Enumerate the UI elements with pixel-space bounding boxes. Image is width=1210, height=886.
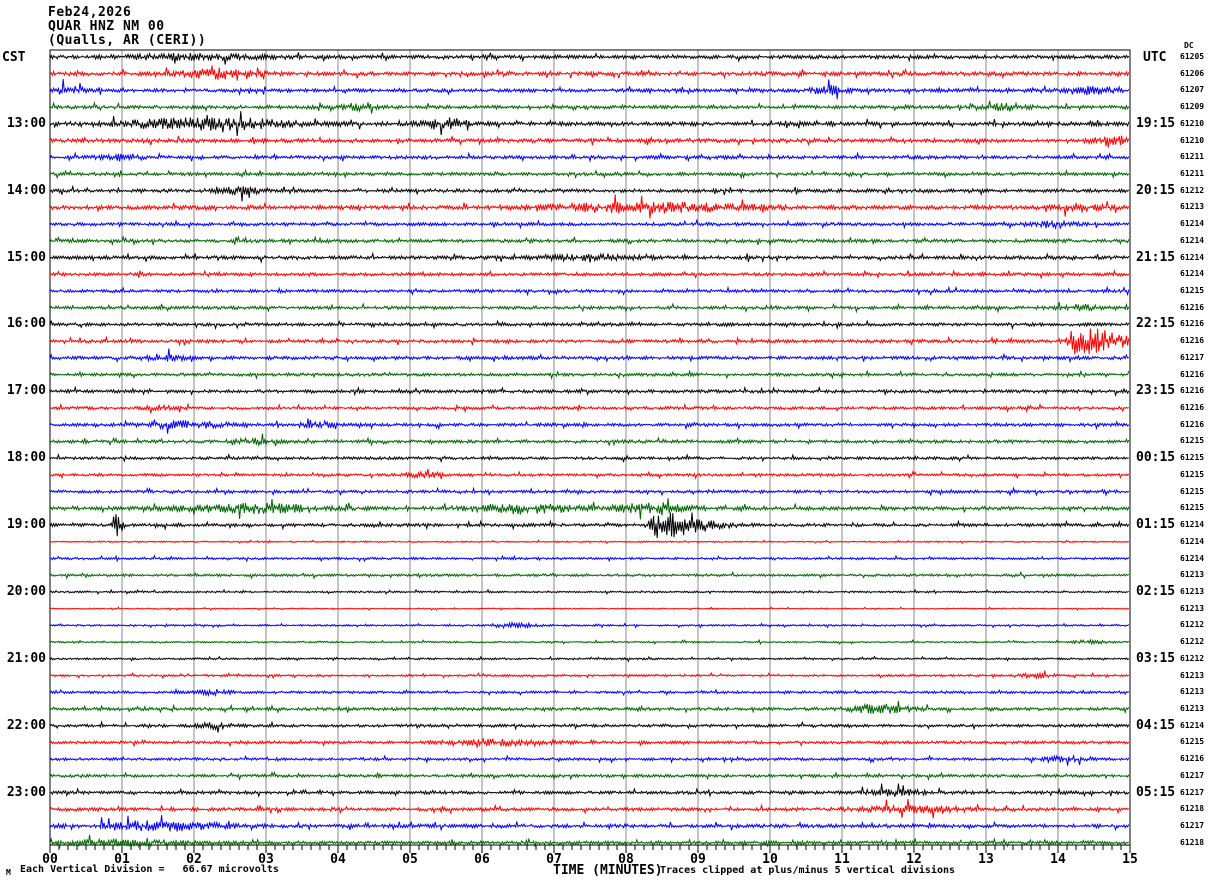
trace-line — [50, 170, 1129, 177]
dc-value: 61213 — [1180, 670, 1205, 680]
x-axis-title: TIME (MINUTES) — [553, 863, 663, 878]
trace-line — [50, 540, 1129, 543]
dc-value: 61211 — [1180, 169, 1205, 179]
dc-value: 61213 — [1180, 202, 1205, 212]
trace-line — [50, 739, 1129, 748]
dc-value: 61216 — [1180, 336, 1205, 346]
trace-line — [50, 66, 1129, 81]
dc-value: 61215 — [1180, 286, 1205, 296]
dc-value: 61209 — [1180, 102, 1205, 112]
trace-line — [50, 455, 1129, 462]
cst-hour-label: 15:00 — [6, 249, 46, 265]
trace-line — [50, 701, 1129, 714]
trace-line — [50, 153, 1129, 161]
trace-line — [50, 623, 1129, 629]
dc-value: 61217 — [1180, 770, 1205, 780]
trace-line — [50, 772, 1129, 779]
dc-value: 61214 — [1180, 720, 1205, 730]
minute-tick-label: 00 — [42, 852, 58, 867]
dc-value: 61214 — [1180, 219, 1205, 229]
cst-axis-label: CST — [2, 50, 26, 65]
trace-line — [50, 799, 1129, 818]
date-label: Feb24,2026 — [48, 5, 132, 20]
dc-value: 61214 — [1180, 553, 1205, 563]
dc-value: 61210 — [1180, 118, 1205, 128]
minute-tick-label: 14 — [1050, 852, 1066, 867]
trace-line — [50, 607, 1129, 610]
dc-value: 61213 — [1180, 570, 1205, 580]
trace-line — [50, 101, 1129, 114]
trace-line — [50, 572, 1129, 578]
utc-time-label: 21:15 — [1136, 249, 1176, 265]
trace-line — [50, 488, 1129, 495]
minute-tick-label: 11 — [834, 852, 850, 867]
cst-hour-label: 13:00 — [6, 115, 46, 131]
cst-hour-label: 18:00 — [6, 450, 46, 466]
minute-tick-label: 12 — [906, 852, 922, 867]
minute-tick-label: 04 — [330, 852, 346, 867]
trace-line — [50, 220, 1129, 228]
trace-line — [50, 469, 1129, 479]
trace-line — [50, 288, 1129, 295]
dc-value: 61215 — [1180, 453, 1205, 463]
trace-line — [50, 640, 1129, 644]
minute-tick-label: 09 — [690, 852, 706, 867]
trace-line — [50, 513, 1129, 539]
utc-time-label: 01:15 — [1136, 517, 1176, 533]
dc-value: 61216 — [1180, 403, 1205, 413]
dc-value: 61217 — [1180, 820, 1205, 830]
dc-value: 61213 — [1180, 687, 1205, 697]
dc-value: 61216 — [1180, 302, 1205, 312]
dc-value: 61207 — [1180, 85, 1205, 95]
trace-line — [50, 328, 1129, 354]
utc-time-label: 19:15 — [1136, 115, 1176, 131]
dc-value: 61217 — [1180, 787, 1205, 797]
dc-value: 61206 — [1180, 68, 1205, 78]
minute-tick-label: 08 — [618, 852, 634, 867]
trace-line — [50, 434, 1129, 447]
trace-line — [50, 371, 1129, 378]
cst-hour-label: 16:00 — [6, 316, 46, 332]
minute-tick-label: 02 — [186, 852, 202, 867]
dc-value: 61218 — [1180, 804, 1205, 814]
utc-time-label: 22:15 — [1136, 316, 1176, 332]
cst-hour-label: 21:00 — [6, 650, 46, 666]
cst-hour-label: 17:00 — [6, 383, 46, 399]
trace-line — [50, 657, 1129, 662]
dc-value: 61215 — [1180, 737, 1205, 747]
utc-axis-label: UTC — [1143, 50, 1167, 65]
dc-value: 61217 — [1180, 352, 1205, 362]
trace-line — [50, 253, 1129, 262]
trace-line — [50, 815, 1129, 831]
dc-value: 61214 — [1180, 269, 1205, 279]
trace-line — [50, 498, 1129, 519]
trace-line — [50, 111, 1129, 136]
trace-line — [50, 237, 1129, 245]
trace-line — [50, 302, 1129, 311]
dc-value: 61216 — [1180, 386, 1205, 396]
cst-hour-label: 23:00 — [6, 784, 46, 800]
trace-line — [50, 419, 1129, 434]
minute-tick-label: 13 — [978, 852, 994, 867]
dc-value: 61210 — [1180, 135, 1205, 145]
minute-tick-label: 07 — [546, 852, 562, 867]
minute-tick-label: 06 — [474, 852, 490, 867]
location-label: (Qualls, AR (CERI)) — [48, 33, 207, 48]
utc-time-label: 04:15 — [1136, 717, 1176, 733]
dc-value: 61215 — [1180, 469, 1205, 479]
trace-line — [50, 590, 1129, 594]
scale-note: Each Vertical Division = 66.67 microvolts — [20, 864, 279, 875]
utc-time-label: 00:15 — [1136, 450, 1176, 466]
dc-value: 61213 — [1180, 586, 1205, 596]
trace-line — [50, 136, 1129, 148]
dc-value: 61214 — [1180, 536, 1205, 546]
dc-value: 61212 — [1180, 620, 1205, 630]
dc-column-label: DC — [1184, 41, 1194, 50]
cst-hour-label: 19:00 — [6, 517, 46, 533]
dc-value: 61215 — [1180, 503, 1205, 513]
trace-line — [50, 756, 1129, 766]
dc-value: 61214 — [1180, 252, 1205, 262]
utc-time-label: 03:15 — [1136, 650, 1176, 666]
dc-value: 61215 — [1180, 486, 1205, 496]
utc-time-label: 20:15 — [1136, 182, 1176, 198]
minute-tick-label: 01 — [114, 852, 130, 867]
trace-line — [50, 79, 1129, 99]
trace-line — [50, 52, 1129, 64]
dc-value: 61212 — [1180, 653, 1205, 663]
dc-value: 61211 — [1180, 152, 1205, 162]
minute-tick-label: 03 — [258, 852, 274, 867]
dc-value: 61218 — [1180, 837, 1205, 847]
dc-value: 61216 — [1180, 754, 1205, 764]
trace-line — [50, 388, 1129, 396]
dc-value: 61215 — [1180, 436, 1205, 446]
minute-tick-label: 05 — [402, 852, 418, 867]
utc-time-label: 05:15 — [1136, 784, 1176, 800]
utc-time-label: 02:15 — [1136, 583, 1176, 599]
dc-value: 61212 — [1180, 185, 1205, 195]
trace-line — [50, 195, 1129, 219]
minute-tick-label: 10 — [762, 852, 778, 867]
trace-line — [50, 784, 1129, 797]
dc-value: 61212 — [1180, 637, 1205, 647]
dc-value: 61213 — [1180, 703, 1205, 713]
trace-line — [50, 556, 1129, 561]
cst-hour-label: 20:00 — [6, 583, 46, 599]
cst-hour-label: 14:00 — [6, 182, 46, 198]
clip-note: Traces clipped at plus/minus 5 vertical divisions — [660, 865, 956, 876]
minute-tick-label: 15 — [1122, 852, 1138, 867]
trace-line — [50, 404, 1129, 413]
dc-value: 61214 — [1180, 235, 1205, 245]
station-label: QUAR HNZ NM 00 — [48, 19, 165, 34]
dc-value: 61205 — [1180, 52, 1205, 61]
dc-value: 61213 — [1180, 603, 1205, 613]
trace-line — [50, 349, 1129, 362]
watermark-mark: M — [6, 868, 11, 877]
dc-value: 61216 — [1180, 419, 1205, 429]
utc-time-label: 23:15 — [1136, 383, 1176, 399]
dc-value: 61216 — [1180, 319, 1205, 329]
trace-line — [50, 722, 1129, 732]
cst-hour-label: 22:00 — [6, 717, 46, 733]
trace-line — [50, 186, 1129, 201]
dc-value: 61214 — [1180, 520, 1205, 530]
dc-value: 61216 — [1180, 369, 1205, 379]
trace-line — [50, 671, 1129, 679]
trace-line — [50, 689, 1129, 695]
trace-line — [50, 271, 1129, 278]
trace-line — [50, 321, 1129, 329]
